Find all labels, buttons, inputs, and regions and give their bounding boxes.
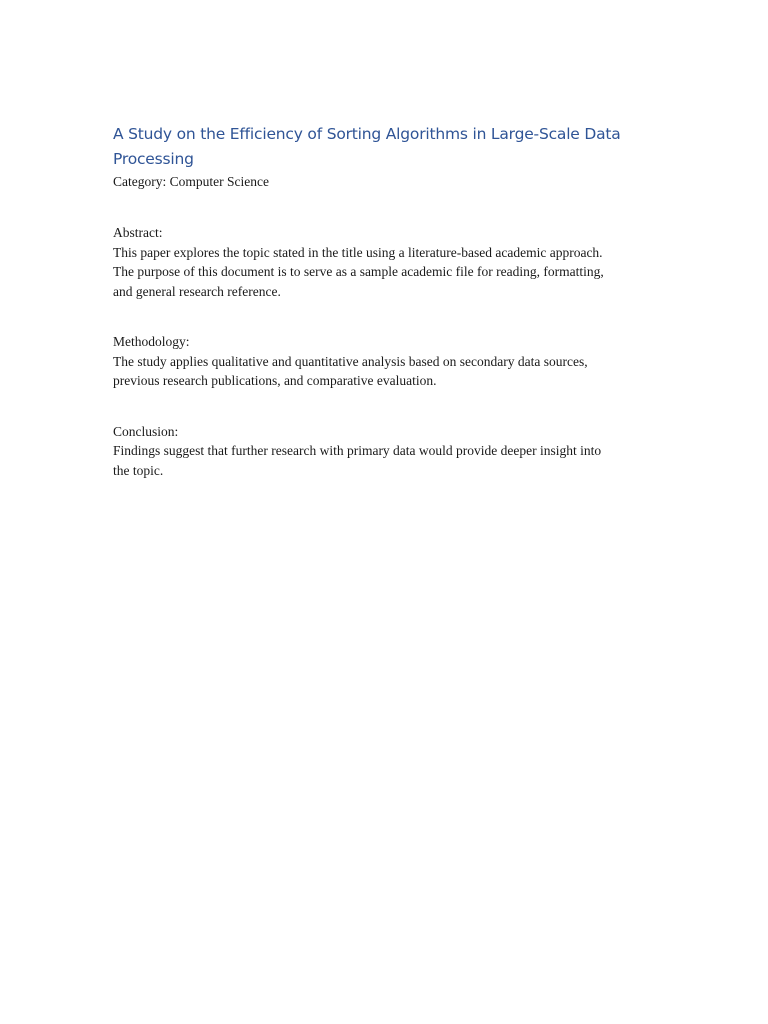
methodology-line: The study applies qualitative and quantitative analysis based on secondary data sources, <box>113 353 588 369</box>
abstract-heading: Abstract: <box>113 225 163 240</box>
methodology-line: previous research publications, and comparative evaluation. <box>113 373 437 388</box>
document-content <box>113 122 658 480</box>
abstract-line: This paper explores the topic stated in the title using a literature-based academic approach. <box>113 244 603 260</box>
document-title <box>113 122 658 172</box>
methodology-section <box>113 332 658 391</box>
conclusion-section <box>113 422 658 481</box>
abstract-body <box>113 243 658 302</box>
document-title-line: Processing <box>113 150 194 168</box>
conclusion-body <box>113 441 658 480</box>
conclusion-line: the topic. <box>113 462 164 478</box>
methodology-body <box>113 352 658 391</box>
conclusion-heading: Conclusion: <box>113 423 179 439</box>
abstract-line: The purpose of this document is to serve as a sample academic file for reading, formatting, <box>113 264 604 279</box>
abstract-section <box>113 223 658 301</box>
document-category: Category: Computer Science <box>113 174 269 189</box>
document-title-line: A Study on the Efficiency of Sorting Algorithms in Large-Scale Data <box>113 125 621 143</box>
abstract-line: and general research reference. <box>113 283 281 299</box>
methodology-heading: Methodology: <box>113 334 190 349</box>
conclusion-line: Findings suggest that further research with primary data would provide deeper insight into <box>113 443 602 458</box>
